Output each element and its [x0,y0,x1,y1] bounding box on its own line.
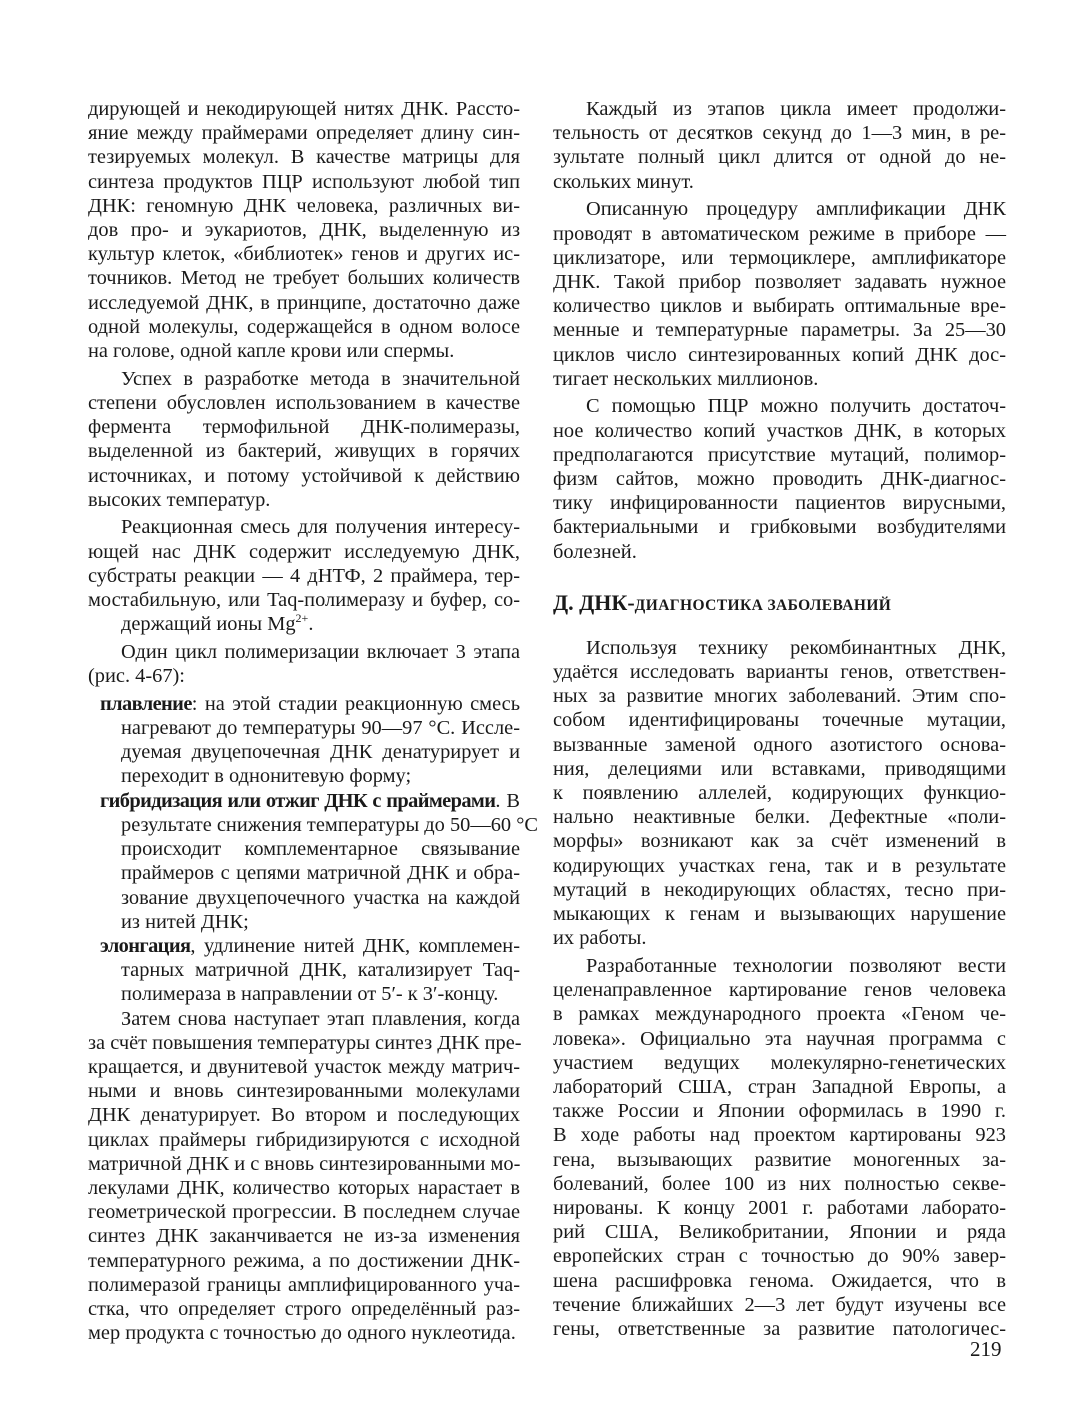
reaction-mix-lines [88,515,520,612]
text-line: на голове, одной капле крови или спермы. [88,340,455,363]
magnesium-superscript: 2+ [295,611,309,626]
text-line: кращается, и двунитевой участок между матрич- [88,1055,520,1078]
text-line: также России и Японии оформилась в 1990 г. [553,1100,1006,1123]
text-line: одной молекулы, содержащейся в одном волосе [88,315,520,338]
paragraph-cycle-duration [553,97,1006,194]
text-line: ющей нас ДНК содержит исследуемую ДНК, [88,540,520,563]
text-line: мутаций в некодирующих областях, тесно при- [553,878,1006,901]
text-line: синтеза продуктов ПЦР используют любой тип [88,170,520,193]
stage-line: праймеров с цепями матричной ДНК и обра- [121,862,520,885]
right-column [553,97,1006,1345]
stage-first-line [88,934,520,958]
text-line: Описанную процедуру амплификации ДНК [586,198,1006,221]
text-line: болезней. [553,540,637,563]
text-line: ными и вновь синтезированными молекулами [88,1080,520,1103]
stage-line: нагревают до температуры 90—97 °С. Иссле- [121,717,520,740]
reaction-mix-tail: . [308,613,314,636]
text-line: ловека». Официально эта научная программа с [553,1027,1006,1050]
text-line: мостабильную, или Taq-полимеразу и буфер, со- [88,589,520,612]
text-line: скольких минут. [553,170,694,193]
stage-line: тарных матричной ДНК, катализирует Taq- [121,959,520,982]
pcr-stage-item [88,692,520,789]
text-line: тельность от десятков секунд до 1—3 мин, в ре- [553,122,1006,145]
text-line: шена расшифровка генома. Ожидается, что в [553,1269,1006,1292]
text-line: циклах праймеры гибридизируются с исходной [88,1128,520,1151]
text-line: выделенной из бактерий, живущих в горячих [88,440,520,463]
reaction-mix-last-line [88,612,520,636]
text-line: геометрической прогрессии. В последнем случае [88,1201,520,1224]
paragraph-cycle-intro [88,640,520,688]
text-line: предполагаются присутствие мутаций, полимор- [553,443,1006,466]
text-line: тезируемых молекул. В качестве матрицы для [88,146,520,169]
text-line: Каждый из этапов цикла имеет продолжи- [586,98,1006,120]
text-line: морфы» возникают как за счёт изменений в [553,830,1006,853]
stage-term: плавление [100,692,192,715]
text-line: циклов число синтезированных копий ДНК дос- [553,343,1006,366]
text-line: физм сайтов, можно проводить ДНК-диагнос- [553,468,1006,491]
text-line: мер продукта с точностью до одного нуклеотида. [88,1322,516,1345]
stage-first-line-rest: : на этой стадии реакционную смесь [191,692,520,715]
text-line: полимеразой границы амплифицированного уча- [88,1273,520,1296]
text-line: дов про- и эукариотов, ДНК, выделенную из [88,219,520,242]
text-line: исследуемой ДНК, в принципе, достаточно даже [88,291,520,314]
stage-line: дуемая двуцепочечная ДНК денатурирует и [121,741,520,764]
text-line: их работы. [553,927,647,950]
text-line: ное количество копий участков ДНК, в которых [553,419,1006,442]
paragraph-reaction-mix [88,515,520,636]
left-column [88,97,538,1349]
pcr-stage-item [88,934,520,1007]
text-line: в рамках международного проекта «Геном че- [553,1003,1006,1026]
text-line: менные и температурные параметры. За 25—30 [553,319,1006,342]
text-line: синтез ДНК заканчивается не из-за изменения [88,1225,520,1248]
stage-line: происходит комплементарное связывание [121,838,520,861]
text-line: удаётся исследовать варианты генов, ответствен- [553,661,1006,684]
text-line: С помощью ПЦР можно получить достаточ- [586,395,1006,418]
text-line: (рис. 4-67): [88,665,185,688]
text-line: проводят в автоматическом режиме в приборе — [553,222,1006,245]
stage-first-line-rest: . В [495,789,520,812]
stage-line: результате снижения температуры до 50—60 °С [121,813,538,836]
text-line: болеваний, более 100 из них полностью секве- [553,1172,1006,1195]
text-line: Успех в разработке метода в значительной [121,367,520,390]
paragraph-thermocycler [553,197,1006,391]
text-line: источниках, и потому устойчивой к действию [88,464,520,487]
text-line: ДНК. Такой прибор позволяет задавать нужное [553,270,1006,293]
stage-first-line [88,692,520,716]
text-line: Реакционная смесь для получения интересу- [121,516,520,539]
text-line: точников. Метод не требует больших количеств [88,267,520,290]
text-line: яние между праймерами определяет длину син- [88,122,520,145]
text-line: Используя технику рекомбинантных ДНК, [586,636,1006,659]
paragraph-pcr-diagnostics [553,394,1006,563]
text-line: европейских стран с точностью до 90% завер- [553,1245,1006,1268]
section-heading-title: ДИАГНОСТИКА ЗАБОЛЕВАНИЙ [634,596,892,614]
text-line: бактериальными и грибковыми возбудителями [553,516,1006,539]
pcr-stage-item [88,789,538,934]
text-line: стка, что определяет строго определённый раз- [88,1297,520,1320]
text-line: Один цикл полимеризации включает 3 этапа [121,640,520,663]
reaction-mix-last-text: держащий ионы Mg [121,613,296,636]
text-line: зультате полный цикл длится от одной до не- [553,146,1006,169]
text-line: нально неактивные белки. Дефектные «поли- [553,806,1006,829]
stage-first-line-rest: , удлинение нитей ДНК, комплемен- [190,934,520,957]
text-line: фермента термофильной ДНК-полимеразы, [88,416,520,439]
stage-line: переходит в однонитевую форму; [121,765,412,788]
stage-first-line [88,789,520,813]
text-line: тику инфицированности пациентов вирусными, [553,492,1006,515]
text-line: ния, делециями или вставками, приводящими [553,757,1006,780]
text-line: субстраты реакции — 4 дНТФ, 2 праймера, тер- [88,564,520,587]
text-line: степени обусловлен использованием в качестве [88,391,520,414]
text-line: Разработанные технологии позволяют вести [586,955,1006,977]
page-number: 219 [970,1337,1002,1361]
text-line: участием ведущих молекулярно-генетических [553,1051,1006,1074]
text-line: культур клеток, «библиотек» генов и других ис- [88,243,520,266]
text-line: мыкающих к генам и вызывающих нарушение [553,903,1006,926]
text-line: рий США, Великобритании, Японии и ряда [553,1221,1006,1244]
text-line: лекулами ДНК, количество которых нарастает в [88,1176,520,1199]
text-line: матричной ДНК и с вновь синтезированными мо- [88,1152,521,1175]
stage-term: элонгация [100,934,191,957]
stage-line: зование двухцепочечного участка на каждой [121,886,520,909]
text-line: Затем снова наступает этап плавления, когда [121,1007,520,1030]
text-line: циклизаторе, или термоциклере, амплификаторе [553,246,1006,269]
stage-term: гибридизация или отжиг ДНК с праймерами [100,789,496,812]
text-line: лабораторий США, стран Западной Европы, а [553,1076,1006,1099]
section-heading-prefix: Д. ДНК- [553,589,635,615]
paragraph-next-cycle [88,1007,520,1346]
text-line: гена, вызывающих развитие моногенных за- [553,1148,1006,1171]
text-line: к появлению аллелей, кодирующих функцио- [553,782,1006,805]
pcr-stages-list [88,692,538,1007]
text-line: за счёт повышения температуры синтез ДНК пре- [88,1031,522,1054]
text-line: температурного режима, а по достижении ДНК- [88,1249,520,1272]
text-line: целенаправленное картирование генов человека [553,979,1006,1002]
section-heading [553,590,1006,619]
text-line: количество циклов и выбирать оптимальные вре- [553,295,1006,318]
text-line: нированы. К концу 2001 г. работами лаборато- [553,1197,1006,1220]
text-line: высоких температур. [88,488,271,511]
text-line: В ходе работы над проектом картированы 923 [553,1124,1006,1147]
text-line: ДНК: геномную ДНК человека, различных ви- [88,194,520,217]
paragraph-recombinant-dna [553,636,1006,951]
text-line: дирующей и некодирующей нитях ДНК. Рассто- [88,98,520,120]
paragraph-pcr-template [88,97,520,363]
stage-line: полимераза в направлении от 5′- к 3′-концу. [121,983,499,1006]
text-line: собом идентифицированы точечные мутации, [553,709,1006,732]
stage-line: из нитей ДНК; [121,910,249,933]
paragraph-thermophilic-polymerase [88,367,520,512]
text-line: вызванные заменой одного азотистого основа- [553,733,1006,756]
text-line: ных за развитие многих заболеваний. Этим спо- [553,685,1006,708]
text-line: гены, ответственные за развитие патологичес- [553,1318,1006,1341]
text-line: тигает нескольких миллионов. [553,367,819,390]
text-line: ДНК денатурирует. Во втором и последующих [88,1104,520,1127]
paragraph-human-genome [553,954,1006,1341]
text-line: течение ближайших 2—3 лет будут изучены все [553,1293,1006,1316]
text-line: кодирующих участках гена, так и в результате [553,854,1006,877]
